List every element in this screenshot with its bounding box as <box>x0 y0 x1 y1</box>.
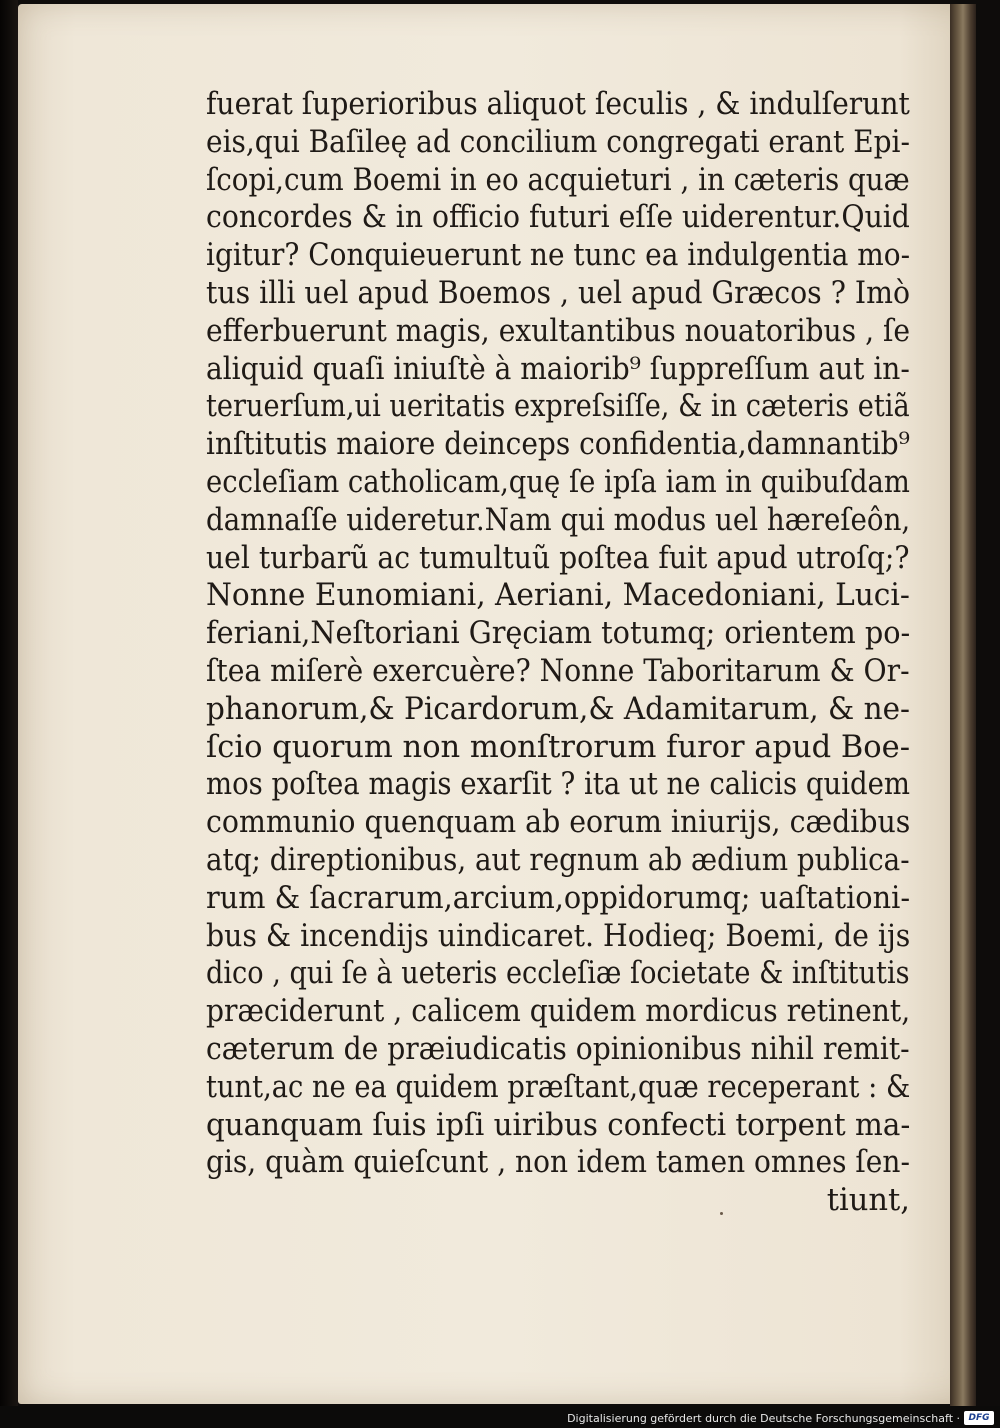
left-shadow <box>0 0 18 1428</box>
footer-bar <box>0 1406 1000 1428</box>
text-line: inſtitutis maiore deinceps confidentia,damnantib⁹ <box>206 427 910 463</box>
text-line: communio quenquam ab eorum iniurijs, cædibus <box>206 805 910 841</box>
text-line: damnaſſe uideretur.Nam qui modus uel hæreſeôn, <box>206 502 910 538</box>
text-line: concordes & in officio futuri eſſe uiderentur.Quid <box>206 200 910 236</box>
text-line: eccleſiam catholicam,quę ſe ipſa iam in quibuſdam <box>206 464 910 500</box>
text-line: Nonne Eunomiani, Aeriani, Macedoniani, Luci- <box>206 578 910 614</box>
text-line: ſcopi,cum Boemi in eo acquieturi , in cæteris quæ <box>206 162 910 198</box>
text-line: feriani,Neſtoriani Gręciam totumq; orientem po- <box>206 616 910 652</box>
text-line: cæterum de præiudicatis opinionibus nihil remit- <box>206 1031 910 1067</box>
text-line: præciderunt , calicem quidem mordicus retinent, <box>206 994 910 1030</box>
page-text <box>206 86 910 1220</box>
text-line: teruerſum,ui ueritatis expreſsiſſe, & in cæteris etiã <box>206 389 910 425</box>
text-line: tus illi uel apud Boemos , uel apud Græcos ? Imò <box>206 275 910 311</box>
text-line: aliquid quaſi iniuſtè à maiorib⁹ ſuppreſſum aut in- <box>206 351 910 387</box>
text-line: mos poſtea magis exarſit ? ita ut ne calicis quidem <box>206 767 910 803</box>
dfg-logo-icon: DFG <box>964 1411 994 1425</box>
text-line: gis, quàm quieſcunt , non idem tamen omnes ſen- <box>206 1145 910 1181</box>
ink-speck <box>720 1212 723 1215</box>
text-line: fuerat ſuperioribus aliquot ſeculis , & indulſerunt <box>206 87 910 122</box>
text-line: bus & incendijs uindicaret. Hodieq; Boemi, de ijs <box>206 918 910 954</box>
text-line: uel turbarũ ac tumultuũ poſtea fuit apud utroſq;? <box>206 540 910 576</box>
text-line: igitur? Conquieuerunt ne tunc ea indulgentia mo- <box>206 238 910 274</box>
text-line: tiunt, <box>826 1183 910 1219</box>
text-line: atq; direptionibus, aut regnum ab ædium publica- <box>206 842 910 878</box>
text-line: phanorum,& Picardorum,& Adamitarum, & ne- <box>206 691 910 727</box>
text-line: dico , qui ſe à ueteris eccleſiæ ſocietate & inſtitutis <box>206 956 910 992</box>
binding-edge <box>950 4 976 1414</box>
text-line: eis,qui Baſileę ad concilium congregati erant Epi- <box>206 124 910 160</box>
text-line: quanquam ſuis ipſi uiribus confecti torpent ma- <box>206 1107 910 1143</box>
text-line: rum & ſacrarum,arcium,oppidorumq; uaſtationi- <box>206 880 910 916</box>
text-line: ſcio quorum non monſtrorum furor apud Boe- <box>206 729 910 765</box>
text-line: ſtea miſerè exercuère? Nonne Taboritarum & Or- <box>206 653 910 689</box>
text-line: efferbuerunt magis, exultantibus nouatoribus , ſe <box>206 313 910 349</box>
text-line: tunt,ac ne ea quidem præſtant,quæ receperant : & <box>206 1069 910 1105</box>
funding-credit: Digitalisierung gefördert durch die Deutsche Forschungsgemeinschaft · <box>567 1412 960 1425</box>
